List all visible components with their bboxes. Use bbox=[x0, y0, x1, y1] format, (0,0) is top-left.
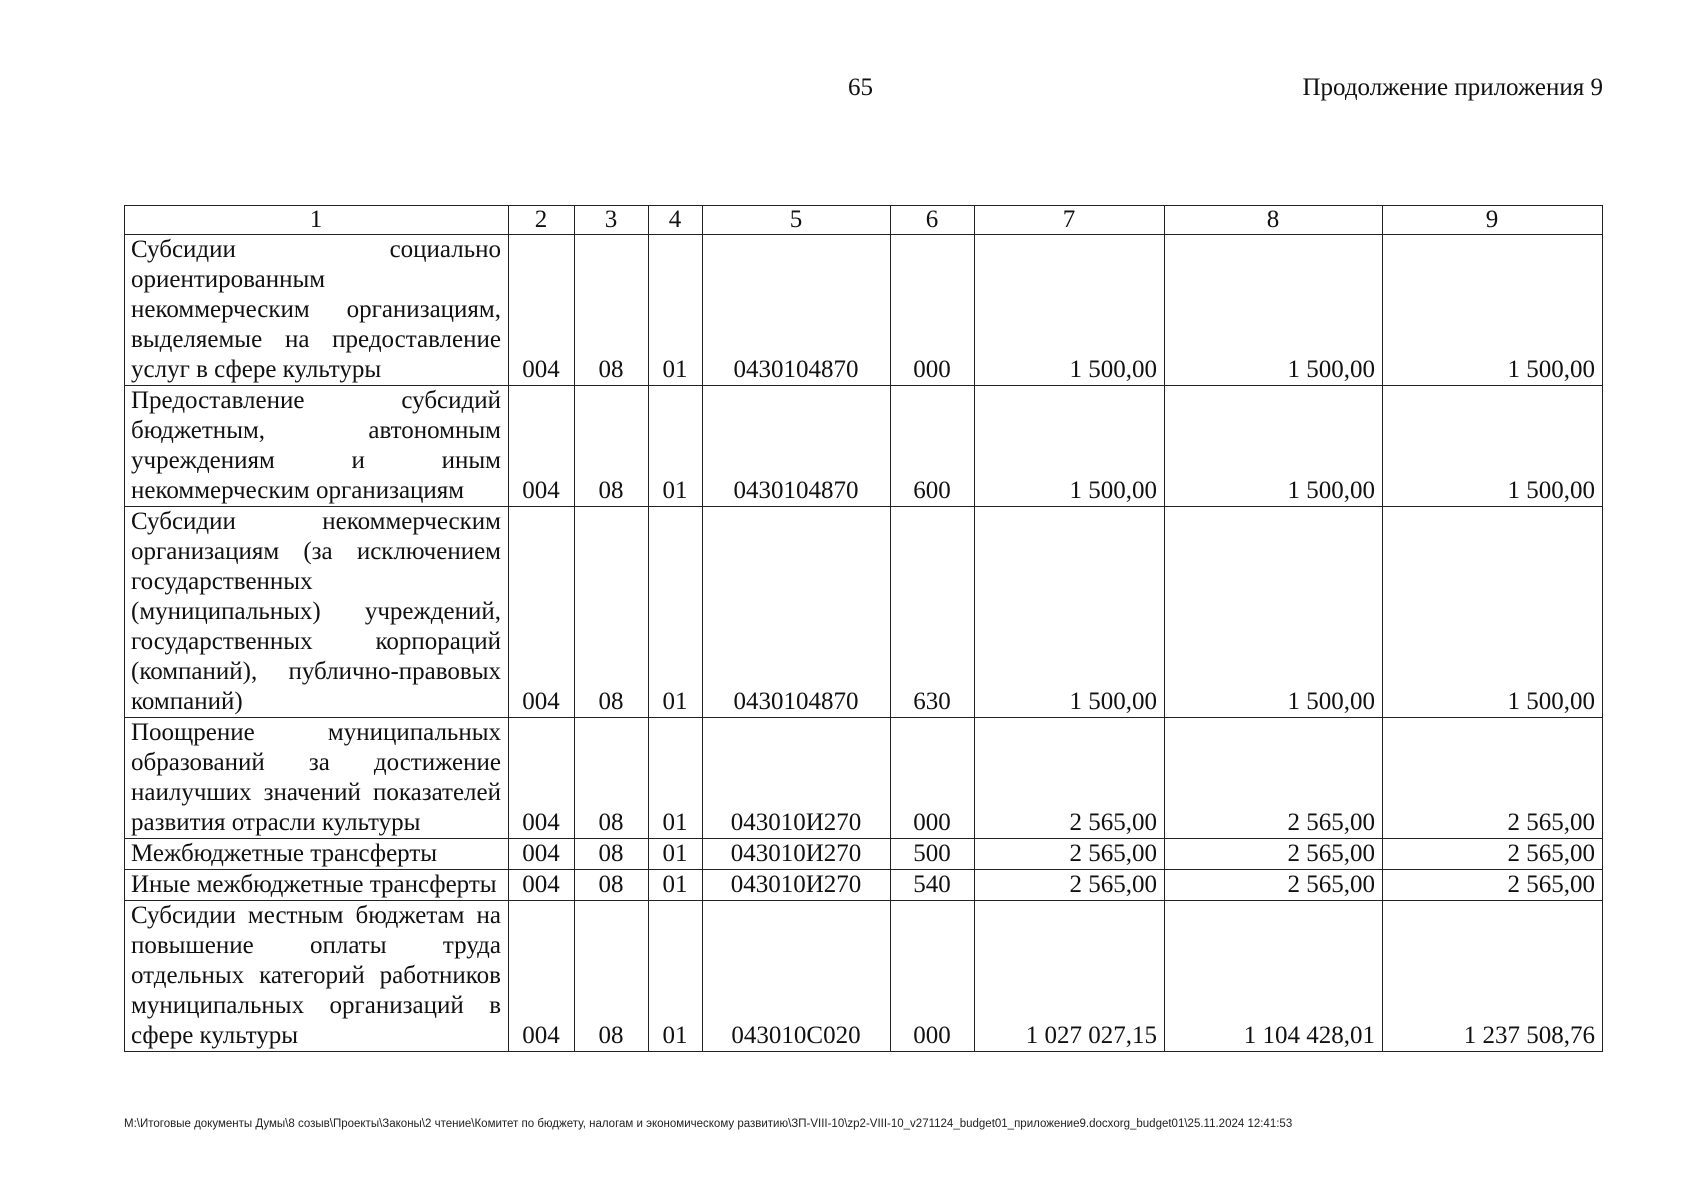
amount-col-9: 2 565,00 bbox=[1383, 718, 1603, 839]
ministry-code: 004 bbox=[509, 901, 575, 1052]
column-header: 6 bbox=[891, 206, 975, 235]
ministry-code: 004 bbox=[509, 718, 575, 839]
subsection-code: 01 bbox=[649, 386, 703, 507]
expense-type-code: 500 bbox=[891, 839, 975, 870]
target-item-code: 0430104870 bbox=[703, 235, 891, 386]
expense-type-code: 000 bbox=[891, 235, 975, 386]
page-number: 65 bbox=[848, 74, 873, 101]
ministry-code: 004 bbox=[509, 386, 575, 507]
amount-col-7: 1 500,00 bbox=[975, 235, 1165, 386]
amount-col-9: 2 565,00 bbox=[1383, 839, 1603, 870]
amount-col-8: 2 565,00 bbox=[1165, 839, 1383, 870]
amount-col-8: 1 104 428,01 bbox=[1165, 901, 1383, 1052]
subsection-code: 01 bbox=[649, 839, 703, 870]
amount-col-9: 1 500,00 bbox=[1383, 507, 1603, 718]
expense-type-code: 600 bbox=[891, 386, 975, 507]
footer-file-path: M:\Итоговые документы Думы\8 созыв\Проекты\Законы\2 чтение\Комитет по бюджету, налогам и экономическому развитию\ЗП-VIII-10\zp2-VIII-10_v271124_budget01_приложение9.docxorg_budget01\25.11.2024 12:41:53 bbox=[124, 1118, 1293, 1130]
amount-col-8: 2 565,00 bbox=[1165, 718, 1383, 839]
column-header: 8 bbox=[1165, 206, 1383, 235]
table-row bbox=[125, 235, 1603, 386]
target-item-code: 043010С020 bbox=[703, 901, 891, 1052]
amount-col-8: 2 565,00 bbox=[1165, 870, 1383, 901]
expense-name: Иные межбюджетные трансферты bbox=[125, 870, 509, 901]
expense-type-code: 000 bbox=[891, 718, 975, 839]
expense-type-code: 540 bbox=[891, 870, 975, 901]
expense-name: Субсидии социально ориентированным некоммерческим организациям, выделяемые на предоставление услуг в сфере культуры bbox=[125, 235, 509, 386]
section-code: 08 bbox=[575, 386, 649, 507]
budget-table bbox=[124, 205, 1603, 1052]
ministry-code: 004 bbox=[509, 839, 575, 870]
amount-col-7: 1 500,00 bbox=[975, 507, 1165, 718]
expense-name: Субсидии местным бюджетам на повышение оплаты труда отдельных категорий работников муниципальных организаций в сфере культуры bbox=[125, 901, 509, 1052]
table-row bbox=[125, 901, 1603, 1052]
section-code: 08 bbox=[575, 901, 649, 1052]
column-header: 7 bbox=[975, 206, 1165, 235]
amount-col-8: 1 500,00 bbox=[1165, 507, 1383, 718]
table-row bbox=[125, 718, 1603, 839]
column-number-row bbox=[125, 206, 1603, 235]
table-row bbox=[125, 839, 1603, 870]
section-code: 08 bbox=[575, 718, 649, 839]
amount-col-7: 2 565,00 bbox=[975, 718, 1165, 839]
column-header: 9 bbox=[1383, 206, 1603, 235]
column-header: 2 bbox=[509, 206, 575, 235]
expense-type-code: 630 bbox=[891, 507, 975, 718]
table-row bbox=[125, 870, 1603, 901]
amount-col-9: 1 500,00 bbox=[1383, 235, 1603, 386]
target-item-code: 0430104870 bbox=[703, 507, 891, 718]
section-code: 08 bbox=[575, 839, 649, 870]
amount-col-7: 2 565,00 bbox=[975, 870, 1165, 901]
amount-col-8: 1 500,00 bbox=[1165, 235, 1383, 386]
ministry-code: 004 bbox=[509, 507, 575, 718]
table-row bbox=[125, 386, 1603, 507]
section-code: 08 bbox=[575, 507, 649, 718]
table-row bbox=[125, 507, 1603, 718]
target-item-code: 043010И270 bbox=[703, 839, 891, 870]
expense-name: Субсидии некоммерческим организациям (за исключением государственных (муниципальных) учреждений, государственных корпораций (компаний), публично-правовых компаний) bbox=[125, 507, 509, 718]
target-item-code: 0430104870 bbox=[703, 386, 891, 507]
subsection-code: 01 bbox=[649, 870, 703, 901]
subsection-code: 01 bbox=[649, 718, 703, 839]
amount-col-7: 1 027 027,15 bbox=[975, 901, 1165, 1052]
ministry-code: 004 bbox=[509, 870, 575, 901]
amount-col-8: 1 500,00 bbox=[1165, 386, 1383, 507]
subsection-code: 01 bbox=[649, 507, 703, 718]
section-code: 08 bbox=[575, 235, 649, 386]
subsection-code: 01 bbox=[649, 235, 703, 386]
expense-name: Предоставление субсидий бюджетным, автономным учреждениям и иным некоммерческим организациям bbox=[125, 386, 509, 507]
amount-col-7: 1 500,00 bbox=[975, 386, 1165, 507]
expense-name: Поощрение муниципальных образований за достижение наилучших значений показателей развития отрасли культуры bbox=[125, 718, 509, 839]
expense-name: Межбюджетные трансферты bbox=[125, 839, 509, 870]
appendix-continuation-title: Продолжение приложения 9 bbox=[1302, 74, 1603, 101]
ministry-code: 004 bbox=[509, 235, 575, 386]
amount-col-7: 2 565,00 bbox=[975, 839, 1165, 870]
amount-col-9: 1 500,00 bbox=[1383, 386, 1603, 507]
section-code: 08 bbox=[575, 870, 649, 901]
column-header: 1 bbox=[125, 206, 509, 235]
target-item-code: 043010И270 bbox=[703, 870, 891, 901]
column-header: 5 bbox=[703, 206, 891, 235]
expense-type-code: 000 bbox=[891, 901, 975, 1052]
target-item-code: 043010И270 bbox=[703, 718, 891, 839]
amount-col-9: 2 565,00 bbox=[1383, 870, 1603, 901]
column-header: 3 bbox=[575, 206, 649, 235]
amount-col-9: 1 237 508,76 bbox=[1383, 901, 1603, 1052]
column-header: 4 bbox=[649, 206, 703, 235]
subsection-code: 01 bbox=[649, 901, 703, 1052]
